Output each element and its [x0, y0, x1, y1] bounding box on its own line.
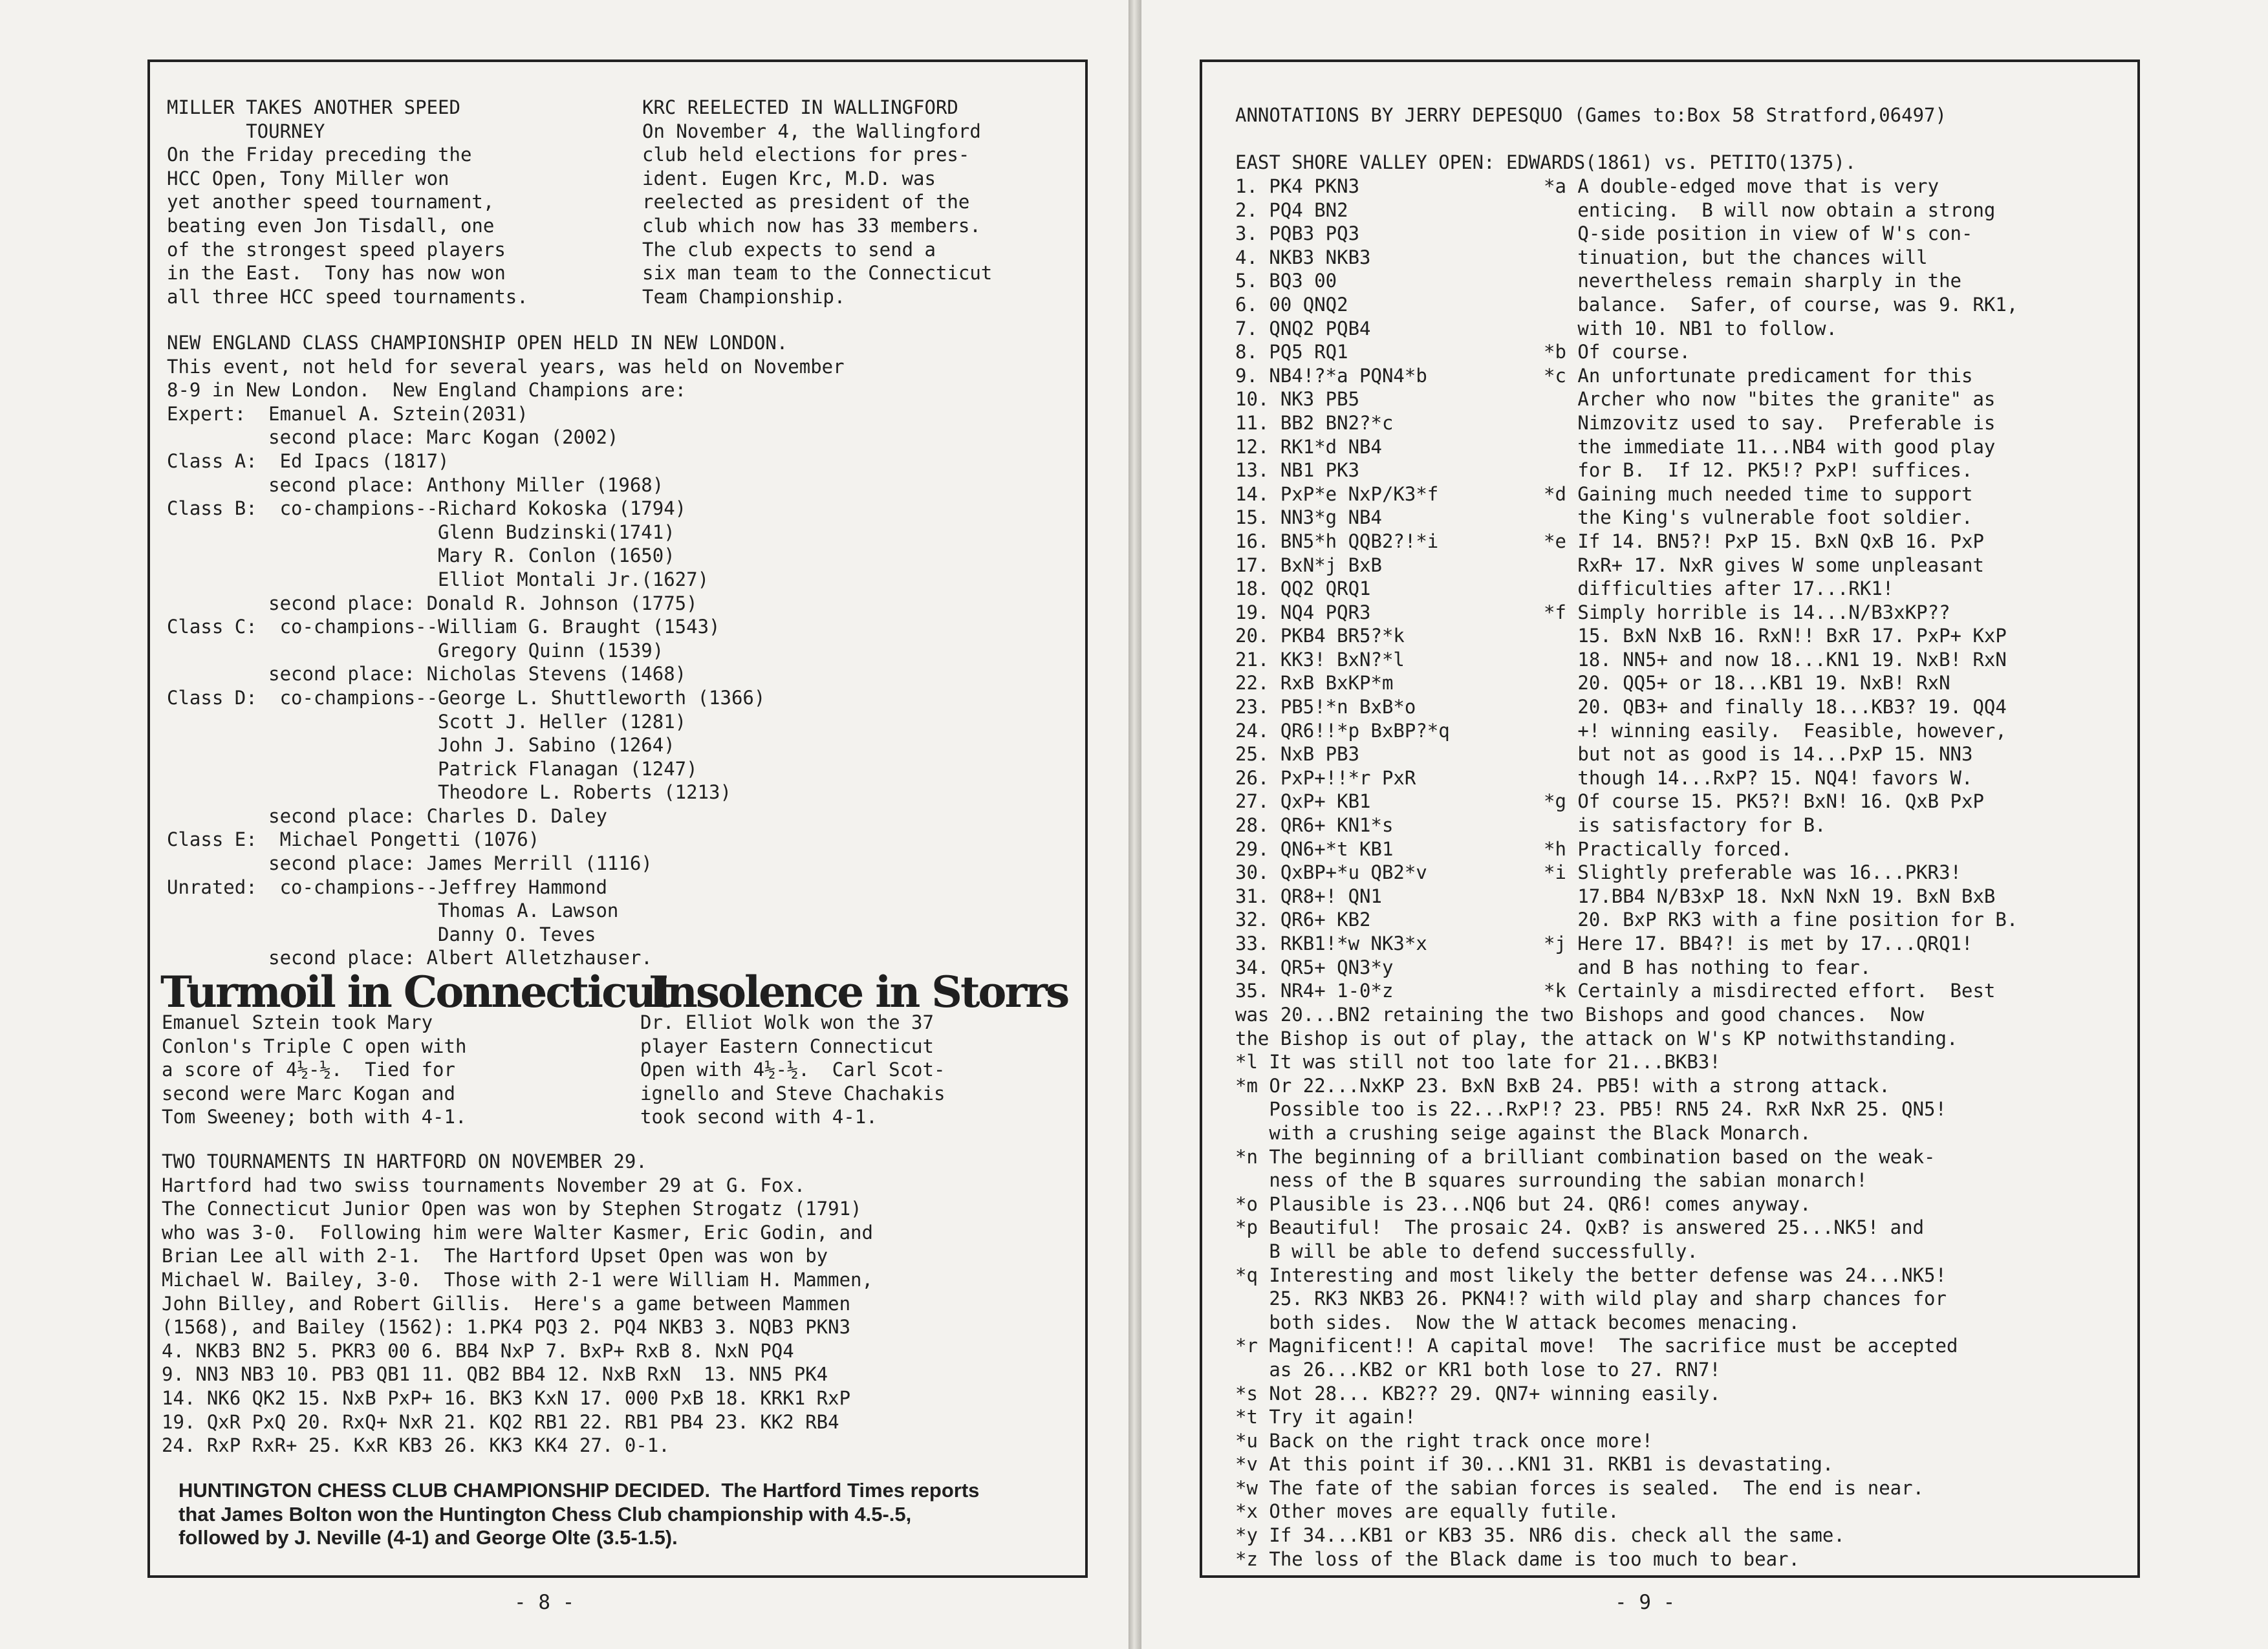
- text-line: TOURNEY: [167, 120, 325, 142]
- text-line: Team Championship.: [642, 285, 846, 308]
- text-line: 5. BQ3 00: [1235, 270, 1337, 292]
- game-moves-list: [1235, 175, 1450, 1003]
- text-line: that James Bolton won the Huntington Chess Club championship with 4.5-.5,: [178, 1502, 912, 1525]
- text-line: 27. QxP+ KB1: [1235, 790, 1371, 813]
- text-line: Thomas A. Lawson: [167, 900, 619, 922]
- text-line: On November 4, the Wallingford: [642, 120, 981, 142]
- text-line: 7. QNQ2 PQB4: [1235, 317, 1371, 339]
- text-line: 15. BxN NxB 16. RxN!! BxR 17. PxP+ KxP: [1544, 625, 2007, 647]
- text-line: 23. PB5!*n BxB*o: [1235, 696, 1416, 718]
- text-line: MILLER TAKES ANOTHER SPEED: [167, 96, 460, 118]
- text-line: 9. NN3 NB3 10. PB3 QB1 11. QB2 BB4 12. NxB RxN 13. NN5 PK4: [162, 1363, 828, 1386]
- text-line: This event, not held for several years, was held on November: [167, 355, 845, 378]
- text-line: Possible too is 22...RxP!? 23. PB5! RN5 24. RxR NxR 25. QN5!: [1235, 1098, 1947, 1121]
- text-line: *q Interesting and most likely the better defense was 24...NK5!: [1235, 1264, 1947, 1286]
- text-line: second place: Donald R. Johnson (1775): [167, 592, 698, 614]
- text-line: Class A: Ed Ipacs (1817): [167, 449, 449, 472]
- text-line: 13. NB1 PK3: [1235, 459, 1360, 482]
- text-line: ignello and Steve Chachakis: [640, 1082, 945, 1105]
- text-line: with 10. NB1 to follow.: [1544, 317, 1837, 339]
- text-line: 3. PQB3 PQ3: [1235, 222, 1360, 245]
- text-line: of the strongest speed players: [167, 238, 506, 261]
- text-line: 32. QR6+ KB2: [1235, 909, 1371, 931]
- text-line: RxR+ 17. NxR gives W some unpleasant: [1544, 554, 1984, 576]
- text-line: 2. PQ4 BN2: [1235, 199, 1348, 221]
- text-line: Unrated: co-champions--Jeffrey Hammond: [167, 876, 607, 898]
- text-line: *p Beautiful! The prosaic 24. QxB? is answered 25...NK5! and: [1235, 1216, 1925, 1239]
- text-line: *h Practically forced.: [1544, 837, 1793, 860]
- text-line: 20. QB3+ and finally 18...KB3? 19. QQ4: [1544, 696, 2007, 718]
- annotations-header: ANNOTATIONS BY JERRY DEPESQUO (Games to:Box 58 Stratford,06497): [1235, 104, 1947, 126]
- text-line: is satisfactory for B.: [1544, 814, 1826, 837]
- text-line: Gregory Quinn (1539): [167, 639, 664, 662]
- text-line: was 20...BN2 retaining the two Bishops and good chances. Now: [1235, 1004, 1925, 1026]
- text-line: yet another speed tournament,: [167, 191, 495, 213]
- text-line: 28. QR6+ KN1*s: [1235, 814, 1394, 837]
- text-line: *b Of course.: [1544, 341, 1690, 363]
- text-line: 29. QN6+*t KB1: [1235, 837, 1394, 860]
- text-line: 25. RK3 NKB3 26. PKN4!? with wild play and sharp chances for: [1235, 1288, 1947, 1310]
- miller-speed-tourney-article: [167, 96, 528, 308]
- text-line: ident. Eugen Krc, M.D. was: [642, 167, 936, 189]
- text-line: *a A double-edged move that is very: [1544, 175, 1939, 197]
- text-line: enticing. B will now obtain a strong: [1544, 199, 1996, 221]
- text-line: in the East. Tony has now won: [167, 262, 506, 285]
- text-line: 21. KK3! BxN?*l: [1235, 648, 1405, 671]
- text-line: *e If 14. BN5?! PxP 15. BxN QxB 16. PxP: [1544, 530, 1984, 552]
- text-line: 1. PK4 PKN3: [1235, 175, 1360, 197]
- hartford-tournaments-article: [162, 1150, 873, 1458]
- text-line: club which now has 33 members.: [642, 214, 981, 237]
- text-line: Class D: co-champions--George L. Shuttleworth (1366): [167, 686, 766, 709]
- text-line: HCC Open, Tony Miller won: [167, 167, 449, 189]
- text-line: Conlon's Triple C open with: [162, 1035, 467, 1057]
- text-line: second place: Albert Alletzhauser.: [167, 947, 653, 969]
- text-line: with a crushing seige against the Black Monarch.: [1235, 1121, 1811, 1144]
- new-england-class-championship-article: [167, 331, 845, 970]
- text-line: for B. If 12. PK5!? PxP! suffices.: [1544, 459, 1973, 482]
- text-line: 24. RxP RxR+ 25. KxR KB3 26. KK3 KK4 27. 0-1.: [162, 1434, 670, 1457]
- text-line: 4. NKB3 BN2 5. PKR3 00 6. BB4 NxP 7. BxP+ RxB 8. NxN PQ4: [162, 1339, 794, 1362]
- text-line: 33. RKB1!*w NK3*x: [1235, 932, 1427, 954]
- text-line: the King's vulnerable foot soldier.: [1544, 506, 1973, 529]
- text-line: though 14...RxP? 15. NQ4! favors W.: [1544, 766, 1973, 789]
- insolence-in-storrs-text: [640, 1011, 945, 1129]
- text-line: John J. Sabino (1264): [167, 734, 675, 757]
- text-line: 19. QxR PxQ 20. RxQ+ NxR 21. KQ2 RB1 22. RB1 PB4 23. KK2 RB4: [162, 1410, 839, 1433]
- text-line: beating even Jon Tisdall, one: [167, 214, 495, 237]
- text-line: Theodore L. Roberts (1213): [167, 781, 731, 804]
- text-line: TWO TOURNAMENTS IN HARTFORD ON NOVEMBER 29.: [162, 1150, 647, 1172]
- text-line: Hartford had two swiss tournaments November 29 at G. Fox.: [162, 1174, 806, 1196]
- text-line: 15. NN3*g NB4: [1235, 506, 1382, 529]
- text-line: 19. NQ4 PQR3: [1235, 601, 1371, 623]
- text-line: second place: Anthony Miller (1968): [167, 473, 664, 496]
- text-line: *c An unfortunate predicament for this: [1544, 364, 1973, 387]
- text-line: (1568), and Bailey (1562): 1.PK4 PQ3 2. PQ4 NKB3 3. NQB3 PKN3: [162, 1316, 851, 1339]
- text-line: NEW ENGLAND CLASS CHAMPIONSHIP OPEN HELD IN NEW LONDON.: [167, 332, 788, 354]
- text-line: *w The fate of the sabian forces is sealed. The end is near.: [1235, 1476, 1925, 1499]
- text-line: *f Simply horrible is 14...N/B3xKP??: [1544, 601, 1950, 623]
- text-line: Tom Sweeney; both with 4-1.: [162, 1106, 467, 1128]
- text-line: 22. RxB BxKP*m: [1235, 672, 1394, 695]
- text-line: 16. BN5*h QQB2?!*i: [1235, 530, 1439, 552]
- text-line: Scott J. Heller (1281): [167, 710, 687, 733]
- text-line: nevertheless remain sharply in the: [1544, 270, 1962, 292]
- text-line: Elliot Montali Jr.(1627): [167, 568, 709, 590]
- text-line: 8-9 in New London. New England Champions are:: [167, 379, 687, 402]
- book-gutter: [1129, 0, 1141, 1649]
- text-line: 14. NK6 QK2 15. NxB PxP+ 16. BK3 KxN 17. 000 PxB 18. KRK1 RxP: [162, 1386, 851, 1409]
- text-line: both sides. Now the W attack becomes menacing.: [1235, 1311, 1800, 1333]
- text-line: player Eastern Connecticut: [640, 1035, 934, 1057]
- text-line: second place: James Merrill (1116): [167, 852, 653, 875]
- text-line: Class B: co-champions--Richard Kokoska (1794): [167, 497, 687, 520]
- text-line: *l It was still not too late for 21...BKB3!: [1235, 1051, 1721, 1073]
- text-line: 10. NK3 PB5: [1235, 388, 1360, 411]
- text-line: *x Other moves are equally futile.: [1235, 1500, 1619, 1523]
- text-line: +! winning easily. Feasible, however,: [1544, 719, 2007, 742]
- text-line: Glenn Budzinski(1741): [167, 521, 675, 543]
- game-title: EAST SHORE VALLEY OPEN: EDWARDS(1861) vs. PETITO(1375).: [1235, 151, 1857, 173]
- text-line: difficulties after 17...RK1!: [1544, 577, 1894, 600]
- text-line: Dr. Elliot Wolk won the 37: [640, 1011, 934, 1033]
- text-line: B will be able to defend successfully.: [1235, 1240, 1698, 1262]
- text-line: 4. NKB3 NKB3: [1235, 246, 1371, 268]
- text-line: Emanuel Sztein took Mary: [162, 1011, 433, 1033]
- text-line: The Connecticut Junior Open was won by Stephen Strogatz (1791): [162, 1198, 862, 1220]
- text-line: Class C: co-champions--William G. Braught (1543): [167, 616, 720, 638]
- text-line: Class E: Michael Pongetti (1076): [167, 828, 540, 851]
- text-line: Open with 4½-½. Carl Scot-: [640, 1059, 945, 1081]
- text-line: as 26...KB2 or KR1 both lose to 27. RN7!: [1235, 1358, 1721, 1381]
- text-line: 6. 00 QNQ2: [1235, 293, 1348, 316]
- text-line: all three HCC speed tournaments.: [167, 285, 528, 308]
- text-line: *t Try it again!: [1235, 1406, 1416, 1428]
- text-line: 9. NB4!?*a PQN4*b: [1235, 364, 1427, 387]
- text-line: HUNTINGTON CHESS CLUB CHAMPIONSHIP DECIDED. The Hartford Times reports: [178, 1479, 980, 1502]
- text-line: *u Back on the right track once more!: [1235, 1429, 1654, 1452]
- text-line: second place: Nicholas Stevens (1468): [167, 663, 687, 685]
- text-line: John Billey, and Robert Gillis. Here's a game between Mammen: [162, 1292, 851, 1315]
- text-line: Danny O. Teves: [167, 923, 596, 945]
- text-line: 24. QR6!!*p BxBP?*q: [1235, 719, 1450, 742]
- page-number-left: - 8 -: [514, 1591, 575, 1614]
- text-line: took second with 4-1.: [640, 1106, 878, 1128]
- text-line: tinuation, but the chances will: [1544, 246, 1928, 268]
- text-line: 8. PQ5 RQ1: [1235, 341, 1348, 363]
- text-line: Michael W. Bailey, 3-0. Those with 2-1 were William H. Mammen,: [162, 1268, 873, 1291]
- page-number-right: - 9 -: [1615, 1591, 1676, 1614]
- text-line: 11. BB2 BN2?*c: [1235, 411, 1394, 434]
- text-line: 14. PxP*e NxP/K3*f: [1235, 482, 1439, 505]
- text-line: reelected as president of the: [642, 191, 970, 213]
- text-line: Brian Lee all with 2-1. The Hartford Upset Open was won by: [162, 1245, 828, 1267]
- text-line: 17.BB4 N/B3xP 18. NxN NxN 19. BxN BxB: [1544, 885, 1996, 907]
- text-line: followed by J. Neville (4-1) and George Olte (3.5-1.5).: [178, 1526, 678, 1549]
- text-line: but not as good is 14...PxP 15. NN3: [1544, 743, 1973, 766]
- text-line: Patrick Flanagan (1247): [167, 757, 698, 780]
- text-line: *k Certainly a misdirected effort. Best: [1544, 980, 1996, 1002]
- huntington-championship-article: [178, 1478, 979, 1549]
- text-line: balance. Safer, of course, was 9. RK1,: [1544, 293, 2018, 316]
- text-line: 34. QR5+ QN3*y: [1235, 956, 1394, 978]
- text-line: *g Of course 15. PK5?! BxN! 16. QxB PxP: [1544, 790, 1984, 813]
- text-line: the Bishop is out of play, the attack on W's KP notwithstanding.: [1235, 1027, 1958, 1050]
- text-line: *r Magnificent!! A capital move! The sacrifice must be accepted: [1235, 1335, 1958, 1357]
- text-line: 30. QxBP+*u QB2*v: [1235, 861, 1427, 884]
- text-line: 25. NxB PB3: [1235, 743, 1360, 766]
- turmoil-in-connecticut-heading: Turmoil in Connecticut: [160, 967, 673, 1017]
- text-line: *z The loss of the Black dame is too much to bear.: [1235, 1547, 1800, 1570]
- text-line: ness of the B squares surrounding the sabian monarch!: [1235, 1169, 1868, 1192]
- text-line: the immediate 11...NB4 with good play: [1544, 435, 1996, 458]
- text-line: who was 3-0. Following him were Walter Kasmer, Eric Godin, and: [162, 1221, 873, 1244]
- text-line: six man team to the Connecticut: [642, 262, 993, 285]
- text-line: Nimzovitz used to say. Preferable is: [1544, 411, 1996, 434]
- text-line: Archer who now "bites the granite" as: [1544, 388, 1996, 411]
- insolence-in-storrs-heading: Insolence in Storrs: [649, 967, 1068, 1017]
- text-line: The club expects to send a: [642, 238, 936, 261]
- text-line: 20. PKB4 BR5?*k: [1235, 625, 1405, 647]
- text-line: 31. QR8+! QN1: [1235, 885, 1382, 907]
- text-line: 18. NN5+ and now 18...KN1 19. NxB! RxN: [1544, 648, 2007, 671]
- text-line: second place: Marc Kogan (2002): [167, 426, 619, 449]
- text-line: a score of 4½-½. Tied for: [162, 1059, 455, 1081]
- text-line: 12. RK1*d NB4: [1235, 435, 1382, 458]
- annotation-notes-column: [1544, 175, 2018, 1003]
- text-line: 20. QQ5+ or 18...KB1 19. NxB! RxN: [1544, 672, 1950, 695]
- text-line: KRC REELECTED IN WALLINGFORD: [642, 96, 958, 118]
- turmoil-in-connecticut-text: [162, 1011, 466, 1129]
- text-line: second were Marc Kogan and: [162, 1082, 455, 1105]
- text-line: Expert: Emanuel A. Sztein(2031): [167, 402, 528, 425]
- text-line: 35. NR4+ 1-0*z: [1235, 980, 1394, 1002]
- text-line: 18. QQ2 QRQ1: [1235, 577, 1371, 600]
- text-line: On the Friday preceding the: [167, 144, 472, 166]
- text-line: 17. BxN*j BxB: [1235, 554, 1382, 576]
- text-line: second place: Charles D. Daley: [167, 804, 607, 827]
- text-line: 20. BxP RK3 with a fine position for B.: [1544, 909, 2018, 931]
- text-line: *y If 34...KB1 or KB3 35. NR6 dis. check all the same.: [1235, 1524, 1845, 1547]
- text-line: *v At this point if 30...KN1 31. RKB1 is devastating.: [1235, 1453, 1834, 1476]
- text-line: club held elections for pres-: [642, 144, 970, 166]
- text-line: *n The beginning of a brilliant combination based on the weak-: [1235, 1145, 1936, 1168]
- text-line: Mary R. Conlon (1650): [167, 544, 675, 567]
- text-line: *i Slightly preferable was 16...PKR3!: [1544, 861, 1962, 884]
- text-line: 26. PxP+!!*r PxR: [1235, 766, 1416, 789]
- text-line: Q-side position in view of W's con-: [1544, 222, 1973, 245]
- text-line: *d Gaining much needed time to support: [1544, 482, 1973, 505]
- krc-reelected-article: [642, 96, 992, 308]
- text-line: *s Not 28... KB2?? 29. QN7+ winning easily.: [1235, 1382, 1721, 1405]
- text-line: *m Or 22...NxKP 23. BxN BxB 24. PB5! with a strong attack.: [1235, 1074, 1890, 1097]
- text-line: *o Plausible is 23...NQ6 but 24. QR6! comes anyway.: [1235, 1192, 1811, 1215]
- annotation-notes-full-width: [1235, 1003, 1958, 1571]
- text-line: and B has nothing to fear.: [1544, 956, 1872, 978]
- text-line: *j Here 17. BB4?! is met by 17...QRQ1!: [1544, 932, 1973, 954]
